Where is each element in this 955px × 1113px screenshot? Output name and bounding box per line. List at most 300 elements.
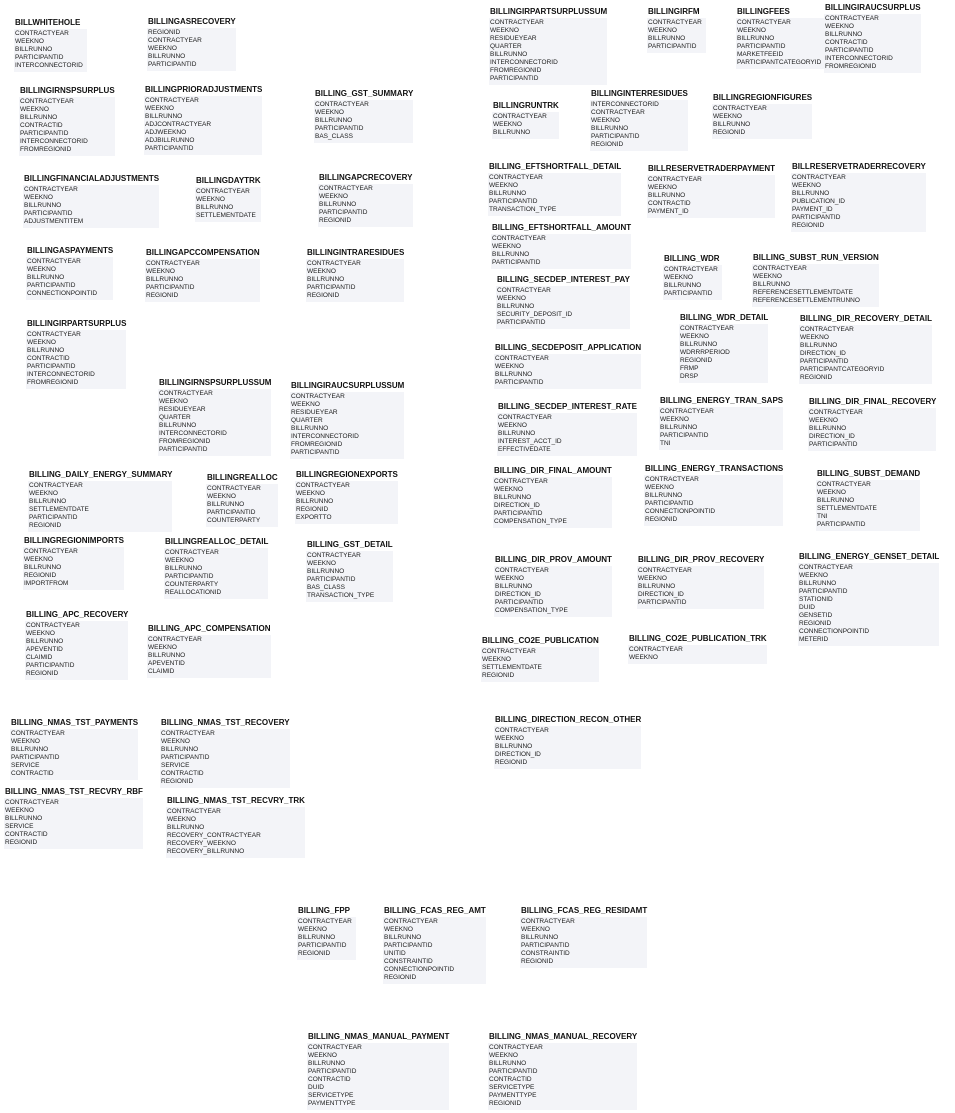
column-contractid: CONTRACTID — [308, 1076, 351, 1084]
table-billing-subst-demand[interactable] — [816, 469, 920, 531]
column-billrunno: BILLRUNNO — [809, 425, 847, 433]
column-weekno: WEEKNO — [146, 268, 175, 276]
table-name: BILLINGPRIORADJUSTMENTS — [145, 85, 263, 94]
table-name: BILLING_DAILY_ENERGY_SUMMARY — [29, 470, 173, 479]
table-billingirfm[interactable] — [647, 7, 706, 53]
column-participantid: PARTICIPANTID — [27, 282, 76, 290]
column-billrunno: BILLRUNNO — [493, 129, 531, 137]
column-counterparty: COUNTERPARTY — [165, 581, 219, 589]
column-contractyear: CONTRACTYEAR — [384, 918, 438, 925]
table-billing-gst-detail[interactable] — [306, 540, 393, 602]
table-billingasrecovery[interactable] — [147, 17, 236, 71]
table-billreservetraderrecovery[interactable] — [791, 162, 926, 232]
column-list — [306, 259, 404, 302]
column-list — [647, 18, 706, 53]
column-paymenttype: PAYMENTTYPE — [489, 1092, 537, 1100]
column-contractyear: CONTRACTYEAR — [489, 174, 543, 181]
column-list — [19, 97, 115, 156]
column-list — [14, 29, 87, 72]
column-participantid: PARTICIPANTID — [319, 209, 368, 217]
column-billrunno: BILLRUNNO — [148, 53, 186, 61]
column-weekno: WEEKNO — [492, 243, 521, 251]
column-compensation-type: COMPENSATION_TYPE — [495, 607, 568, 615]
column-participantid: PARTICIPANTID — [11, 754, 60, 762]
column-direction-id: DIRECTION_ID — [495, 751, 541, 759]
column-participantid: PARTICIPANTID — [497, 319, 546, 327]
column-list — [164, 548, 268, 599]
column-billrunno: BILLRUNNO — [207, 501, 245, 509]
column-contractyear: CONTRACTYEAR — [196, 188, 250, 195]
column-billrunno: BILLRUNNO — [638, 583, 676, 591]
column-billrunno: BILLRUNNO — [591, 125, 629, 133]
column-billrunno: BILLRUNNO — [24, 564, 62, 572]
column-billrunno: BILLRUNNO — [800, 342, 838, 350]
column-billrunno: BILLRUNNO — [20, 114, 58, 122]
column-billrunno: BILLRUNNO — [660, 424, 698, 432]
table-billingaspayments[interactable] — [26, 246, 113, 300]
column-list — [144, 96, 262, 155]
column-contractid: CONTRACTID — [648, 200, 691, 208]
column-quarter: QUARTER — [159, 414, 191, 422]
column-list — [808, 408, 936, 451]
column-billrunno: BILLRUNNO — [497, 303, 535, 311]
column-weekno: WEEKNO — [27, 266, 56, 274]
column-claimid: CLAIMID — [148, 668, 175, 676]
table-name: BILLINGIRFM — [648, 7, 700, 16]
column-list — [314, 100, 413, 143]
column-contractyear: CONTRACTYEAR — [792, 174, 846, 181]
column-contractyear: CONTRACTYEAR — [161, 730, 215, 737]
column-billrunno: BILLRUNNO — [792, 190, 830, 198]
table-billingiraucsurplus[interactable] — [824, 3, 921, 73]
column-participantid: PARTICIPANTID — [825, 47, 874, 55]
column-billrunno: BILLRUNNO — [5, 815, 43, 823]
column-participantid: PARTICIPANTID — [20, 130, 69, 138]
table-billing-wdr-detail[interactable] — [679, 313, 768, 383]
column-list — [816, 480, 920, 531]
table-billing-dir-final-amount[interactable] — [493, 466, 612, 528]
table-name: BILLING_FCAS_REG_RESIDAMT — [521, 906, 648, 915]
column-list — [497, 413, 637, 456]
column-weekno: WEEKNO — [648, 184, 677, 192]
table-billing-nmas-tst-recvry-trk[interactable] — [166, 796, 305, 858]
column-participantid: PARTICIPANTID — [165, 573, 214, 581]
table-billing-energy-tran-saps[interactable] — [659, 396, 783, 450]
table-billing-subst-run-version[interactable] — [752, 253, 879, 307]
column-publication-id: PUBLICATION_ID — [792, 198, 845, 206]
table-name: BILLING_APC_COMPENSATION — [148, 624, 271, 633]
column-participantid: PARTICIPANTID — [489, 1068, 538, 1076]
column-weekno: WEEKNO — [638, 575, 667, 583]
column-billrunno: BILLRUNNO — [492, 251, 530, 259]
table-billingrealloc[interactable] — [206, 473, 278, 527]
table-billingirnspsurplus[interactable] — [19, 86, 115, 156]
table-name: BILLINGREGIONEXPORTS — [296, 470, 398, 479]
column-weekno: WEEKNO — [11, 738, 40, 746]
column-list — [659, 407, 783, 450]
column-direction-id: DIRECTION_ID — [494, 502, 540, 510]
column-contractyear: CONTRACTYEAR — [20, 98, 74, 105]
column-regionid: REGIONID — [319, 217, 352, 225]
column-billrunno: BILLRUNNO — [27, 274, 65, 282]
column-weekno: WEEKNO — [148, 644, 177, 652]
column-billrunno: BILLRUNNO — [26, 638, 64, 646]
column-contractyear: CONTRACTYEAR — [648, 176, 702, 183]
column-contractyear: CONTRACTYEAR — [753, 265, 807, 272]
column-list — [4, 798, 143, 849]
column-billrunno: BILLRUNNO — [495, 743, 533, 751]
table-billing-dir-final-recovery[interactable] — [808, 397, 936, 451]
table-name: BILLING_EFTSHORTFALL_AMOUNT — [492, 223, 632, 232]
column-billrunno: BILLRUNNO — [11, 746, 49, 754]
table-name: BILLING_NMAS_TST_RECVRY_TRK — [167, 796, 305, 805]
column-contractyear: CONTRACTYEAR — [664, 266, 718, 273]
table-billing-co2e-publication-trk[interactable] — [628, 634, 767, 664]
table-billing-co2e-publication[interactable] — [481, 636, 599, 682]
column-contractyear: CONTRACTYEAR — [165, 549, 219, 556]
table-billing-dir-prov-amount[interactable] — [494, 555, 612, 617]
column-billrunno: BILLRUNNO — [680, 341, 718, 349]
column-list — [290, 392, 404, 459]
column-participantid: PARTICIPANTID — [638, 599, 687, 607]
column-billrunno: BILLRUNNO — [498, 430, 536, 438]
table-billingprioradjustments[interactable] — [144, 85, 262, 155]
table-billingregionimports[interactable] — [23, 536, 124, 590]
table-billinginterresidues[interactable] — [590, 89, 688, 151]
column-weekno: WEEKNO — [482, 656, 511, 664]
column-weekno: WEEKNO — [165, 557, 194, 565]
table-name: BILLINGAPCCOMPENSATION — [146, 248, 260, 257]
table-billing-nmas-tst-recvry-rbf[interactable] — [4, 787, 143, 849]
table-billing-nmas-manual-recovery[interactable] — [488, 1032, 637, 1110]
table-billingirpartsurplus[interactable] — [26, 319, 126, 389]
table-name: BILLINGIRAUCSURPLUS — [825, 3, 921, 12]
column-regionid: REGIONID — [161, 778, 194, 786]
column-regionid: REGIONID — [296, 506, 329, 514]
column-contractyear: CONTRACTYEAR — [298, 918, 352, 925]
table-billing-fcas-reg-amt[interactable] — [383, 906, 486, 984]
column-settlementdate: SETTLEMENTDATE — [29, 506, 89, 514]
table-billing-wdr[interactable] — [663, 254, 722, 300]
column-regionid: REGIONID — [680, 357, 713, 365]
table-billing-secdeposit-application[interactable] — [494, 343, 641, 389]
table-billreservetraderpayment[interactable] — [647, 164, 775, 218]
table-billingruntrk[interactable] — [492, 101, 559, 139]
column-contractyear: CONTRACTYEAR — [29, 482, 83, 489]
table-name: BILLINGINTERRESIDUES — [591, 89, 688, 98]
column-weekno: WEEKNO — [680, 333, 709, 341]
column-importfrom: IMPORTFROM — [24, 580, 69, 588]
column-contractyear: CONTRACTYEAR — [167, 808, 221, 815]
column-frmp: FRMP — [680, 365, 699, 373]
table-billing-secdep-interest-pay[interactable] — [496, 275, 630, 329]
table-billingintraresidues[interactable] — [306, 248, 404, 302]
column-contractid: CONTRACTID — [20, 122, 63, 130]
table-billing-secdep-interest-rate[interactable] — [497, 402, 637, 456]
column-billrunno: BILLRUNNO — [146, 276, 184, 284]
column-service: SERVICE — [11, 762, 40, 770]
column-list — [491, 234, 631, 269]
column-participantid: PARTICIPANTID — [492, 259, 541, 267]
table-name: BILLING_DIRECTION_RECON_OTHER — [495, 715, 642, 724]
column-weekno: WEEKNO — [664, 274, 693, 282]
table-billingregionfigures[interactable] — [712, 93, 812, 139]
column-weekno: WEEKNO — [645, 484, 674, 492]
column-billrunno: BILLRUNNO — [145, 113, 183, 121]
column-contractyear: CONTRACTYEAR — [800, 326, 854, 333]
column-weekno: WEEKNO — [799, 572, 828, 580]
table-billing-nmas-tst-recovery[interactable] — [160, 718, 290, 788]
column-participantid: PARTICIPANTID — [146, 284, 195, 292]
column-list — [306, 551, 393, 602]
table-billingrealloc-detail[interactable] — [164, 537, 268, 599]
column-list — [26, 257, 113, 300]
column-contractyear: CONTRACTYEAR — [315, 101, 369, 108]
column-weekno: WEEKNO — [291, 401, 320, 409]
column-contractyear: CONTRACTYEAR — [26, 622, 80, 629]
table-name: BILLINGASRECOVERY — [148, 17, 236, 26]
table-name: BILLING_WDR_DETAIL — [680, 313, 769, 322]
column-participantid: PARTICIPANTID — [800, 358, 849, 366]
column-contractyear: CONTRACTYEAR — [713, 105, 767, 112]
column-list — [736, 18, 825, 69]
table-billingregionexports[interactable] — [295, 470, 398, 524]
table-billingdaytrk[interactable] — [195, 176, 261, 222]
column-fromregionid: FROMREGIONID — [825, 63, 877, 71]
column-regionid: REGIONID — [489, 1100, 522, 1108]
table-name: BILLING_WDR — [664, 254, 720, 263]
column-interconnectorid: INTERCONNECTORID — [20, 138, 88, 146]
table-billing-energy-transactions[interactable] — [644, 464, 783, 526]
column-contractyear: CONTRACTYEAR — [319, 185, 373, 192]
table-billing-gst-summary[interactable] — [314, 89, 413, 143]
table-billing-nmas-tst-payments[interactable] — [10, 718, 138, 780]
column-interconnectorid: INTERCONNECTORID — [291, 433, 359, 441]
column-regionid: REGIONID — [482, 672, 515, 680]
column-weekno: WEEKNO — [5, 807, 34, 815]
table-name: BILLING_DIR_PROV_AMOUNT — [495, 555, 612, 564]
column-adjustmentitem: ADJUSTMENTITEM — [24, 218, 84, 226]
column-participantid: PARTICIPANTID — [495, 379, 544, 387]
column-participantid: PARTICIPANTID — [494, 510, 543, 518]
column-list — [206, 484, 278, 527]
column-billrunno: BILLRUNNO — [291, 425, 329, 433]
column-regionid: REGIONID — [799, 620, 832, 628]
table-billing-fcas-reg-residamt[interactable] — [520, 906, 647, 968]
column-service: SERVICE — [161, 762, 190, 770]
column-contractyear: CONTRACTYEAR — [660, 408, 714, 415]
column-billrunno: BILLRUNNO — [196, 204, 234, 212]
column-contractyear: CONTRACTYEAR — [146, 260, 200, 267]
column-billrunno: BILLRUNNO — [296, 498, 334, 506]
column-regionid: REGIONID — [148, 29, 181, 36]
table-billing-energy-genset-detail[interactable] — [798, 552, 939, 646]
column-counterparty: COUNTERPARTY — [207, 517, 261, 525]
column-billrunno: BILLRUNNO — [159, 422, 197, 430]
column-billrunno: BILLRUNNO — [307, 568, 345, 576]
column-billrunno: BILLRUNNO — [167, 824, 205, 832]
column-billrunno: BILLRUNNO — [495, 583, 533, 591]
column-weekno: WEEKNO — [296, 490, 325, 498]
column-bas-class: BAS_CLASS — [315, 133, 353, 141]
column-weekno: WEEKNO — [196, 196, 225, 204]
column-participantid: PARTICIPANTID — [26, 662, 75, 670]
column-list — [628, 645, 767, 664]
column-participantid: PARTICIPANTID — [817, 521, 866, 529]
column-regionid: REGIONID — [146, 292, 179, 300]
column-weekno: WEEKNO — [159, 398, 188, 406]
table-name: BILLINGIRNSPSURPLUS — [20, 86, 115, 95]
column-weekno: WEEKNO — [495, 575, 524, 583]
table-name: BILLINGAPCRECOVERY — [319, 173, 413, 182]
column-weekno: WEEKNO — [660, 416, 689, 424]
column-contractyear: CONTRACTYEAR — [495, 355, 549, 362]
column-regionid: REGIONID — [792, 222, 825, 230]
column-settlementdate: SETTLEMENTDATE — [196, 212, 256, 220]
column-weekno: WEEKNO — [494, 486, 523, 494]
column-apeventid: APEVENTID — [148, 660, 185, 668]
column-regionid: REGIONID — [645, 516, 678, 524]
table-billingapcrecovery[interactable] — [318, 173, 413, 227]
column-list — [160, 729, 290, 788]
column-regionid: REGIONID — [591, 141, 624, 149]
column-contractyear: CONTRACTYEAR — [591, 109, 645, 117]
column-participantid: PARTICIPANTID — [792, 214, 841, 222]
column-weekno: WEEKNO — [800, 334, 829, 342]
column-residueyear: RESIDUEYEAR — [159, 406, 206, 414]
column-list — [23, 185, 159, 228]
column-meterid: METERID — [799, 636, 829, 644]
column-weekno: WEEKNO — [307, 560, 336, 568]
column-list — [493, 477, 612, 528]
table-billing-apc-compensation[interactable] — [147, 624, 271, 678]
table-billing-dir-recovery-detail[interactable] — [799, 314, 932, 384]
column-contractyear: CONTRACTYEAR — [648, 19, 702, 26]
column-contractyear: CONTRACTYEAR — [296, 482, 350, 489]
table-billing-apc-recovery[interactable] — [25, 610, 128, 680]
column-list — [494, 566, 612, 617]
table-name: BILLING_FCAS_REG_AMT — [384, 906, 486, 915]
column-fromregionid: FROMREGIONID — [27, 379, 79, 387]
column-list — [295, 481, 398, 524]
table-name: BILLING_SUBST_DEMAND — [817, 469, 921, 478]
column-residueyear: RESIDUEYEAR — [291, 409, 338, 417]
column-weekno: WEEKNO — [648, 27, 677, 35]
column-direction-id: DIRECTION_ID — [800, 350, 846, 358]
table-billingapccompensation[interactable] — [145, 248, 260, 302]
column-regionid: REGIONID — [29, 522, 62, 530]
column-participantid: PARTICIPANTID — [298, 942, 347, 950]
column-list — [297, 917, 356, 960]
table-name: BILLING_NMAS_MANUAL_RECOVERY — [489, 1032, 638, 1041]
column-contractyear: CONTRACTYEAR — [148, 37, 202, 45]
column-connectionpointid: CONNECTIONPOINTID — [384, 966, 455, 974]
table-billingfinancialadjustments[interactable] — [23, 174, 159, 228]
column-direction-id: DIRECTION_ID — [809, 433, 855, 441]
table-billwhitehole[interactable] — [14, 18, 87, 72]
column-contractyear: CONTRACTYEAR — [495, 727, 549, 734]
column-reallocationid: REALLOCATIONID — [165, 589, 222, 597]
column-participantcategoryid: PARTICIPANTCATEGORYID — [737, 59, 822, 67]
column-wdrrrperiod: WDRRRPERIOD — [680, 349, 730, 357]
table-billing-dir-prov-recovery[interactable] — [637, 555, 764, 609]
column-quarter: QUARTER — [291, 417, 323, 425]
column-contractyear: CONTRACTYEAR — [482, 648, 536, 655]
column-gensetid: GENSETID — [799, 612, 833, 620]
column-contractyear: CONTRACTYEAR — [645, 476, 699, 483]
column-list — [25, 621, 128, 680]
column-recovery-weekno: RECOVERY_WEEKNO — [167, 840, 236, 848]
table-billingfees[interactable] — [736, 7, 825, 69]
column-security-deposit-id: SECURITY_DEPOSIT_ID — [497, 311, 573, 319]
column-participantid: PARTICIPANTID — [809, 441, 858, 449]
table-billing-nmas-manual-payment[interactable] — [307, 1032, 449, 1110]
table-name: BILLING_SECDEP_INTEREST_RATE — [498, 402, 637, 411]
table-billing-fpp[interactable] — [297, 906, 356, 960]
column-contractyear: CONTRACTYEAR — [307, 552, 361, 559]
column-list — [481, 647, 599, 682]
column-contractyear: CONTRACTYEAR — [11, 730, 65, 737]
column-contractyear: CONTRACTYEAR — [737, 19, 791, 26]
column-referencesettlementrunno: REFERENCESETTLEMENTRUNNO — [753, 297, 860, 305]
column-list — [307, 1043, 449, 1110]
column-contractyear: CONTRACTYEAR — [497, 287, 551, 294]
table-name: BILLWHITEHOLE — [15, 18, 81, 27]
column-participantid: PARTICIPANTID — [521, 942, 570, 950]
column-paymenttype: PAYMENTTYPE — [308, 1100, 356, 1108]
table-name: BILLINGFINANCIALADJUSTMENTS — [24, 174, 160, 183]
column-weekno: WEEKNO — [315, 109, 344, 117]
column-bas-class: BAS_CLASS — [307, 584, 345, 592]
column-list — [28, 481, 172, 532]
column-list — [488, 1043, 637, 1110]
table-billing-eftshortfall-detail[interactable] — [488, 162, 621, 216]
column-weekno: WEEKNO — [161, 738, 190, 746]
column-list — [637, 566, 764, 609]
column-participantid: PARTICIPANTID — [308, 1068, 357, 1076]
column-contractyear: CONTRACTYEAR — [291, 393, 345, 400]
column-weekno: WEEKNO — [495, 735, 524, 743]
column-participantid: PARTICIPANTID — [664, 290, 713, 298]
column-list — [488, 173, 621, 216]
column-contractyear: CONTRACTYEAR — [27, 331, 81, 338]
table-billingirpartsurplussum[interactable] — [489, 7, 607, 85]
table-name: BILLING_EFTSHORTFALL_DETAIL — [489, 162, 622, 171]
column-billrunno: BILLRUNNO — [384, 934, 422, 942]
table-billingiraucsurplussum[interactable] — [290, 381, 404, 459]
column-connectionpointid: CONNECTIONPOINTID — [27, 290, 98, 298]
column-regionid: REGIONID — [800, 374, 833, 382]
column-billrunno: BILLRUNNO — [298, 934, 336, 942]
column-apeventid: APEVENTID — [26, 646, 63, 654]
column-weekno: WEEKNO — [308, 1052, 337, 1060]
column-settlementdate: SETTLEMENTDATE — [482, 664, 542, 672]
table-billingirnspsurplussum[interactable] — [158, 378, 271, 456]
table-billing-eftshortfall-amount[interactable] — [491, 223, 631, 269]
column-billrunno: BILLRUNNO — [319, 201, 357, 209]
column-weekno: WEEKNO — [497, 295, 526, 303]
column-billrunno: BILLRUNNO — [27, 347, 65, 355]
table-name: BILLING_NMAS_MANUAL_PAYMENT — [308, 1032, 450, 1041]
column-list — [383, 917, 486, 984]
column-weekno: WEEKNO — [298, 926, 327, 934]
column-contractid: CONTRACTID — [27, 355, 70, 363]
table-billing-direction-recon-other[interactable] — [494, 715, 641, 769]
column-participantid: PARTICIPANTID — [291, 449, 340, 457]
column-participantid: PARTICIPANTID — [384, 942, 433, 950]
column-stationid: STATIONID — [799, 596, 833, 604]
table-billing-daily-energy-summary[interactable] — [28, 470, 172, 532]
